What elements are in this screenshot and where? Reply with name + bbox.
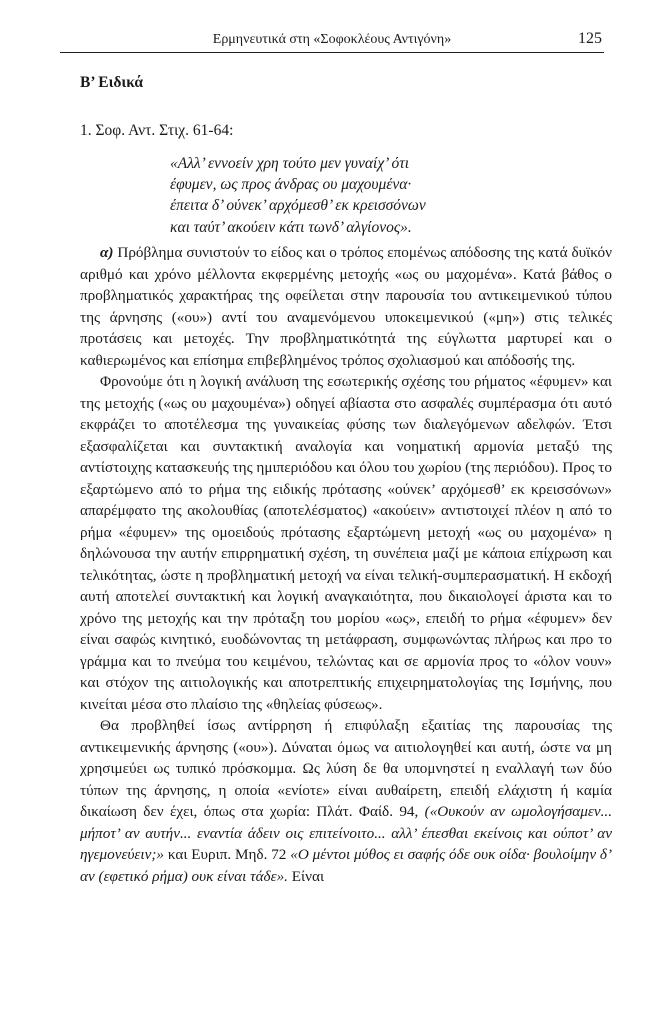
paragraph-text: και Ευριπ. Μηδ. 72 (167, 846, 287, 863)
paragraph-objection (80, 715, 612, 887)
running-header (60, 30, 604, 53)
verse-line: έφυμεν, ως προς άνδρας ου μαχουμένα· (170, 176, 412, 194)
verse-line: και ταύτ’ ακούειν κάτι τωνδ’ αλγίονος». (170, 218, 412, 236)
verse-line: έπειτα δ’ ούνεκ’ αρχόμεσθ’ εκ κρεισσόνων (170, 197, 426, 215)
paragraph-alpha (80, 242, 612, 371)
verse-line: «Αλλ’ εννοείν χρη τούτο μεν γυναίχ’ ότι (170, 155, 410, 172)
paragraph-text: Θα προβληθεί ίσως αντίρρηση ή επιφύλαξη εξαιτίας της παρουσίας της αντικειμενικής άρνησης («ου»). Δύναται όμως να αιτιολογηθεί και αυτή, ώστε να μη χρησιμεύει ως τυπικό πρόσκομμα. Ως λύση δε θα υπομνηστεί η εναλλαγή των δύο τύπων της άρνησης, η οποία «ενίοτε» είναι αυθαίρετη, επειδή ελάχιστη ή καμία δικαίωση δεν έχει, όπως στα χωρία: Πλάτ. Φαίδ. 94, (80, 717, 612, 820)
paragraph-analysis (80, 371, 612, 715)
section-heading: Β’ Ειδικά (80, 74, 144, 91)
euripides-quote: «Ο μέντοι μύθος ει σαφής όδε ουκ οίδα· βουλοίμην δ’ αν (εφετικό ρήμα) ουκ είναι τάδε». (80, 846, 613, 885)
citation-line: 1. Σοφ. Αντ. Στιχ. 61-64: (80, 122, 234, 139)
paragraph-marker: α) (100, 244, 114, 261)
running-title: Ερμηνευτικά στη «Σοφοκλέους Αντιγόνη» (212, 32, 452, 47)
paragraph-text: Πρόβλημα συνιστούν το είδος και ο τρόπος επομένως απόδοσης της κατά δυϊκόν αριθμό και χρόνο μέλλοντα εκφερμένης μετοχής «ως ου μαχομένα». Κατά βάθος ο προβληματικός χαρακτήρας της οφείλεται στην παρουσία του αντικειμενικού τύπου της άρνησης («ου») αντί του αναμενόμενου υποκειμενικού («μη») στις τελικές προτάσεις και μετοχές. Την προβληματικότητά της εύγλωττα μαρτυρεί και ο καθιερωμένος και επίσημα επιβεβλημένος τρόπος σχολιασμού και απόδοσής της. (80, 244, 613, 369)
paragraph-text: Φρονούμε ότι η λογική ανάλυση της εσωτερικής σχέσης του ρήματος «έφυμεν» και της μετοχής («ως ου μαχουμένα») οδηγεί αβίαστα στο ασφαλές συμπέρασμα ότι αυτό εκφράζει το αποτέλεσμα της γυναικείας φύσης των διαλεγόμενων αδελφών. Έτσι εξασφαλίζεται και συντακτική αναλογία και νοηματική αρμονία μεταξύ της αντίστοιχης κατασκευής της ημιπεριόδου και όλου του χωρίου (της περιόδου). Προς το εξαρτώμενο από το ρήμα της ειδικής πρότασης «ούνεκ’ αρχόμεσθ’ εκ κρεισσόνων» απαρέμφατο της ακολουθίας (αποτελέσματος) «ακούειν» αντιστοιχεί πλέον η από το ρήμα «έφυμεν» της ομοειδούς πρότασης εξαρτώμενη μετοχή «ως ου μαχομένα» η δηλώνουσα την αυτήν επιρρηματική σχέση, τη συνέπεια μαζί με κάποια επίχρωση και τελικότητας, ώστε η προβληματική μετοχή να είναι τελική-συμπερασματική. Η εκδοχή αυτή αποτελεί συντακτική και λογική αναγκαιότητα, που δικαιολογεί άριστα και το χρόνο της μετοχής και την πρόταξη του μορίου «ως», επειδή το ρήμα «έφυμεν» δεν είναι σαφώς κινητικό, ευοδώνοντας τη μετάφραση, συμφωνώντας πλήρως και προ το γράμμα και το πνεύμα του κειμένου, τελώντας και σε αρμονία προς το «όλον νουν» και στόχον της αιτιολογικής και αποτρεπτικής επιχειρηματολογίας της Ισμήνης, που κινείται μέσα στο πλαίσιο της «θηλείας φύσεως». (80, 373, 612, 713)
page-number: 125 (578, 30, 602, 47)
paragraph-text: Είναι (291, 867, 325, 885)
plato-quote: («Ουκούν αν ωμολογήσαμεν... μήποτ’ αν αυτήν... εναντία άδειν οις επιτείνοιτο... αλλ’ έπεσθαι εκείνοις και ούποτ’ αν ηγεμονεύειν;» (80, 803, 613, 863)
body-text (80, 242, 612, 887)
verse-quote (170, 153, 426, 238)
